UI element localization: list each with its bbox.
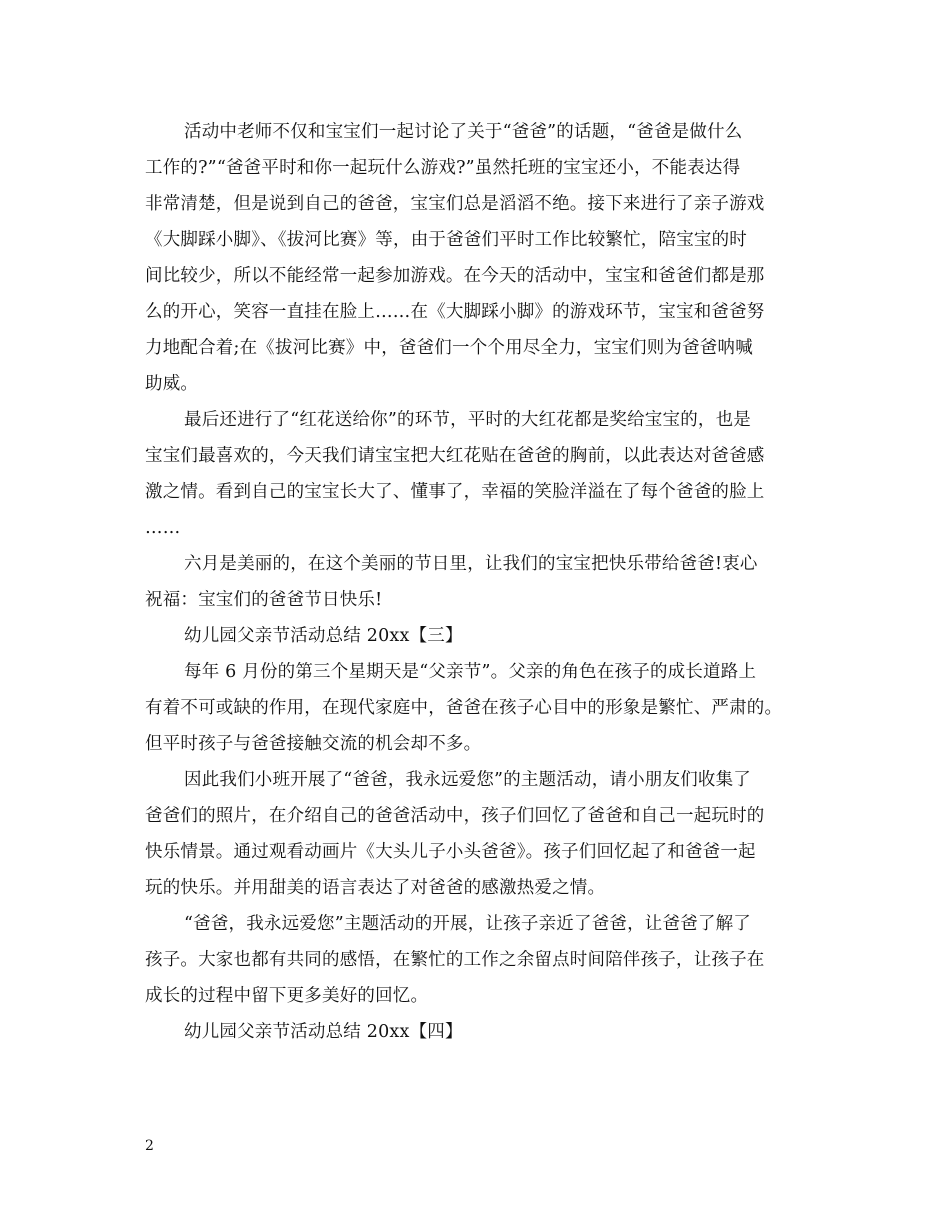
paragraph-line: 活动中老师不仅和宝宝们一起讨论了关于“爸爸”的话题，“爸爸是做什么: [184, 122, 743, 142]
paragraph-line: 么的开心，笑容一直挂在脸上……在《大脚踩小脚》的游戏环节，宝宝和爸爸努: [145, 302, 765, 322]
section-heading: 幼儿园父亲节活动总结 20xx【四】: [184, 1022, 463, 1042]
paragraph-line: 因此我们小班开展了“爸爸，我永远爱您”的主题活动，请小朋友们收集了: [184, 770, 751, 790]
paragraph-line: 孩子。大家也都有共同的感悟，在繁忙的工作之余留点时间陪伴孩子，让孩子在: [145, 950, 765, 970]
section-heading: 幼儿园父亲节活动总结 20xx【三】: [184, 626, 463, 646]
paragraph-line: 间比较少，所以不能经常一起参加游戏。在今天的活动中，宝宝和爸爸们都是那: [145, 266, 765, 286]
paragraph-line: 但平时孩子与爸爸接触交流的机会却不多。: [145, 734, 482, 754]
page-number: 2: [145, 1138, 154, 1154]
paragraph-line: 助威。: [145, 374, 199, 394]
paragraph-line: 玩的快乐。并用甜美的语言表达了对爸爸的感激热爱之情。: [145, 878, 606, 898]
paragraph-line: 宝宝们最喜欢的，今天我们请宝宝把大红花贴在爸爸的胸前，以此表达对爸爸感: [145, 446, 765, 466]
paragraph-line: “爸爸，我永远爱您”主题活动的开展，让孩子亲近了爸爸，让爸爸了解了: [184, 914, 751, 934]
paragraph-line: 爸爸们的照片，在介绍自己的爸爸活动中，孩子们回忆了爸爸和自己一起玩时的: [145, 806, 765, 826]
paragraph-line: 有着不可或缺的作用，在现代家庭中，爸爸在孩子心目中的形象是繁忙、严肃的。: [145, 698, 783, 718]
paragraph-line: 工作的?”“爸爸平时和你一起玩什么游戏?”虽然托班的宝宝还小，不能表达得: [145, 158, 741, 178]
paragraph-line: 非常清楚，但是说到自己的爸爸，宝宝们总是滔滔不绝。接下来进行了亲子游戏: [145, 194, 765, 214]
paragraph-line: 激之情。看到自己的宝宝长大了、懂事了，幸福的笑脸洋溢在了每个爸爸的脸上: [145, 482, 765, 502]
paragraph-line: 每年 6 月份的第三个星期天是“父亲节”。父亲的角色在孩子的成长道路上: [184, 662, 757, 682]
paragraph-line: 六月是美丽的，在这个美丽的节日里，让我们的宝宝把快乐带给爸爸!衷心: [184, 554, 758, 574]
paragraph-line: 力地配合着;在《拔河比赛》中，爸爸们一个个用尽全力，宝宝们则为爸爸呐喊: [145, 338, 753, 358]
paragraph-line: 最后还进行了“红花送给你”的环节，平时的大红花都是奖给宝宝的，也是: [184, 410, 751, 430]
paragraph-line: 《大脚踩小脚》、《拔河比赛》等，由于爸爸们平时工作比较繁忙，陪宝宝的时: [145, 230, 747, 250]
paragraph-line: 祝福：宝宝们的爸爸节日快乐!: [145, 590, 383, 610]
paragraph-line: 成长的过程中留下更多美好的回忆。: [145, 986, 429, 1006]
paragraph-line: ……: [145, 518, 181, 538]
paragraph-line: 快乐情景。通过观看动画片《大头儿子小头爸爸》。孩子们回忆起了和爸爸一起: [145, 842, 756, 862]
